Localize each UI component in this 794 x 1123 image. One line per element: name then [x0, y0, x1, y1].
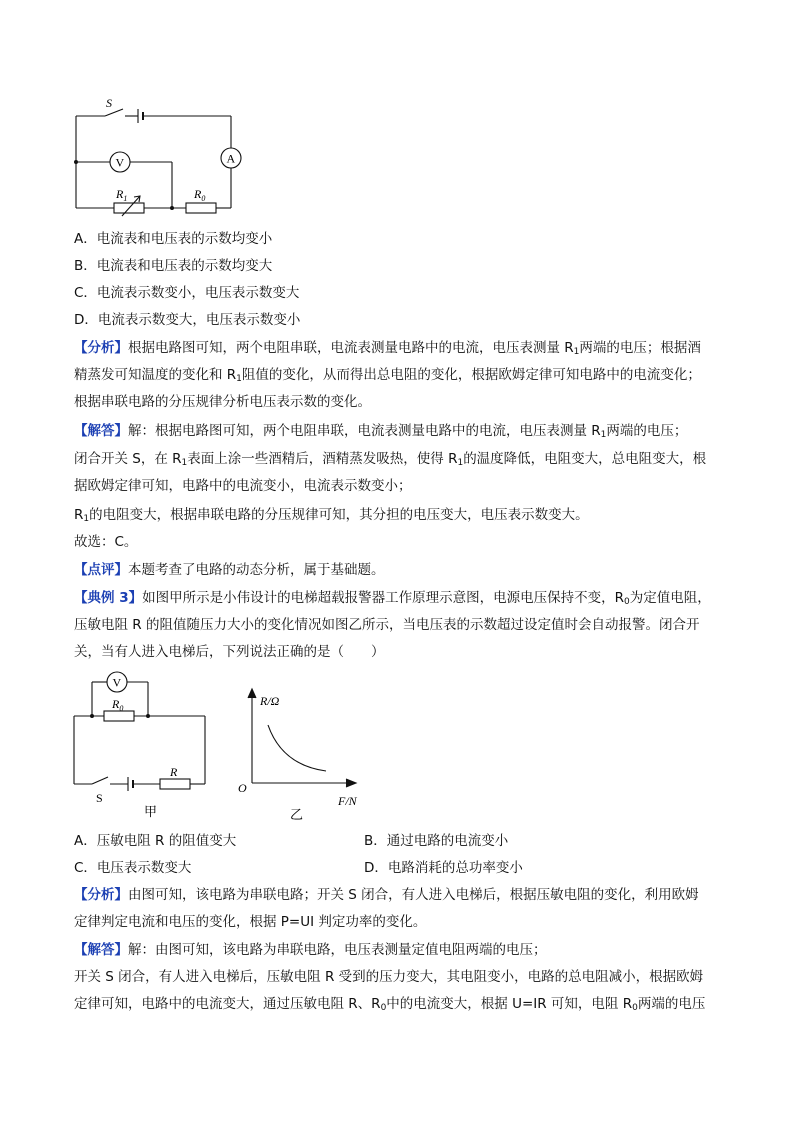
analysis-line-3: 根据串联电路的分压规律分析电压表示数的变化。	[74, 394, 371, 410]
q3-option-b: B．通过电路的电流变小	[364, 833, 509, 849]
r1-label: R	[116, 187, 124, 201]
yi-ylabel: R/Ω	[260, 694, 280, 708]
q3-option-c: C．电压表示数变大	[74, 860, 192, 876]
q3-analysis-line-1: 【分析】由图可知，该电路为串联电路；开关 S 闭合，有人进入电梯后，根据压敏电阻的变化，利用欧姆	[74, 887, 699, 903]
r0-label: R	[194, 187, 202, 201]
jia-caption: 甲	[144, 805, 158, 818]
jia-r0-label: R	[112, 697, 120, 711]
option-b: B．电流表和电压表的示数均变大	[74, 258, 273, 274]
jia-r0-sub: 0	[119, 704, 124, 713]
comment-line: 【点评】本题考查了电路的动态分析，属于基础题。	[74, 562, 385, 578]
yi-xlabel: F/N	[338, 794, 357, 808]
analysis-tag: 【分析】	[74, 340, 128, 356]
switch-label: S	[106, 96, 112, 110]
analysis-line-1: 【分析】根据电路图可知，两个电阻串联，电流表测量电路中的电流，电压表测量 $R_1$两端的电压；根据酒	[74, 340, 701, 357]
q3-option-a: A．压敏电阻 R 的阻值变大	[74, 833, 237, 849]
q3-answer-tag: 【解答】	[74, 942, 128, 958]
q3-answer-line-2: 开关 S 闭合，有人进入电梯后，压敏电阻 R 受到的压力变大，其电阻变小，电路的总电阻减小，根据欧姆	[74, 969, 704, 985]
answer-line-3: 据欧姆定律可知，电路中的电流变小，电流表示数变小；	[74, 478, 412, 494]
yi-caption: 乙	[290, 808, 304, 823]
choice-line: 故选：C。	[74, 534, 138, 550]
analysis-line-2: 精蒸发可知温度的变化和 $R_1$阻值的变化，从而得出总电阻的变化，根据欧姆定律可知电路中的电流变化；	[74, 367, 701, 384]
option-d: D．电流表示数变大，电压表示数变小	[74, 312, 301, 328]
q3-stem-line-2: 压敏电阻 R 的阻值随压力大小的变化情况如图乙所示，当电压表的示数超过设定值时会自动报警。闭合开	[74, 617, 700, 633]
q3-stem-line-3: 关，当有人进入电梯后，下列说法正确的是（ ）	[74, 644, 385, 660]
jia-switch-label: S	[96, 791, 103, 805]
q3-stem-line-1: 【典例 3】如图甲所示是小伟设计的电梯超载报警器工作原理示意图，电源电压保持不变，$R_0$为定值电阻，	[74, 590, 711, 607]
answer-line-1: 【解答】解：根据电路图可知，两个电阻串联，电流表测量电路中的电流，电压表测量 $R_1$两端的电压；	[74, 423, 688, 440]
answer-line-4: $R_1$的电阻变大，根据串联电路的分压规律可知，其分担的电压变大，电压表示数变大。	[74, 507, 589, 524]
svg-text:R1	[115, 187, 127, 203]
q3-answer-line-3: 定律可知，电路中的电流变大，通过压敏电阻 R、$R_0$中的电流变大，根据 U=IR 可知，电阻 $R_0$两端的电压	[74, 996, 706, 1013]
q3-answer-line-1: 【解答】解：由图可知，该电路为串联电路，电压表测量定值电阻两端的电压；	[74, 942, 547, 958]
svg-text:R0	[111, 697, 123, 713]
comment-tag: 【点评】	[74, 562, 128, 578]
option-a: A．电流表和电压表的示数均变小	[74, 231, 273, 247]
jia-voltmeter-label: V	[112, 675, 122, 690]
circuit-diagram-1	[70, 92, 250, 218]
option-c: C．电流表示数变小，电压表示数变大	[74, 285, 300, 301]
r0-sub: 0	[201, 194, 206, 203]
jia-r-label: R	[170, 765, 178, 779]
ammeter-label: A	[226, 151, 236, 166]
svg-text:R0	[193, 187, 205, 203]
q3-analysis-line-2: 定律判定电流和电压的变化，根据 P=UI 判定功率的变化。	[74, 914, 427, 930]
example-tag: 【典例 3】	[74, 590, 143, 606]
graph-yi	[230, 683, 370, 823]
circuit-diagram-jia	[68, 668, 214, 818]
voltmeter-label: V	[115, 155, 125, 170]
answer-tag: 【解答】	[74, 423, 128, 439]
yi-origin: O	[238, 781, 247, 795]
q3-analysis-tag: 【分析】	[74, 887, 128, 903]
r1-sub: 1	[123, 194, 128, 203]
answer-line-2: 闭合开关 S，在 $R_1$表面上涂一些酒精后，酒精蒸发吸热，使得 $R_1$的温度降低，电阻变大，总电阻变大，根	[74, 451, 707, 468]
q3-option-d: D．电路消耗的总功率变小	[364, 860, 523, 876]
